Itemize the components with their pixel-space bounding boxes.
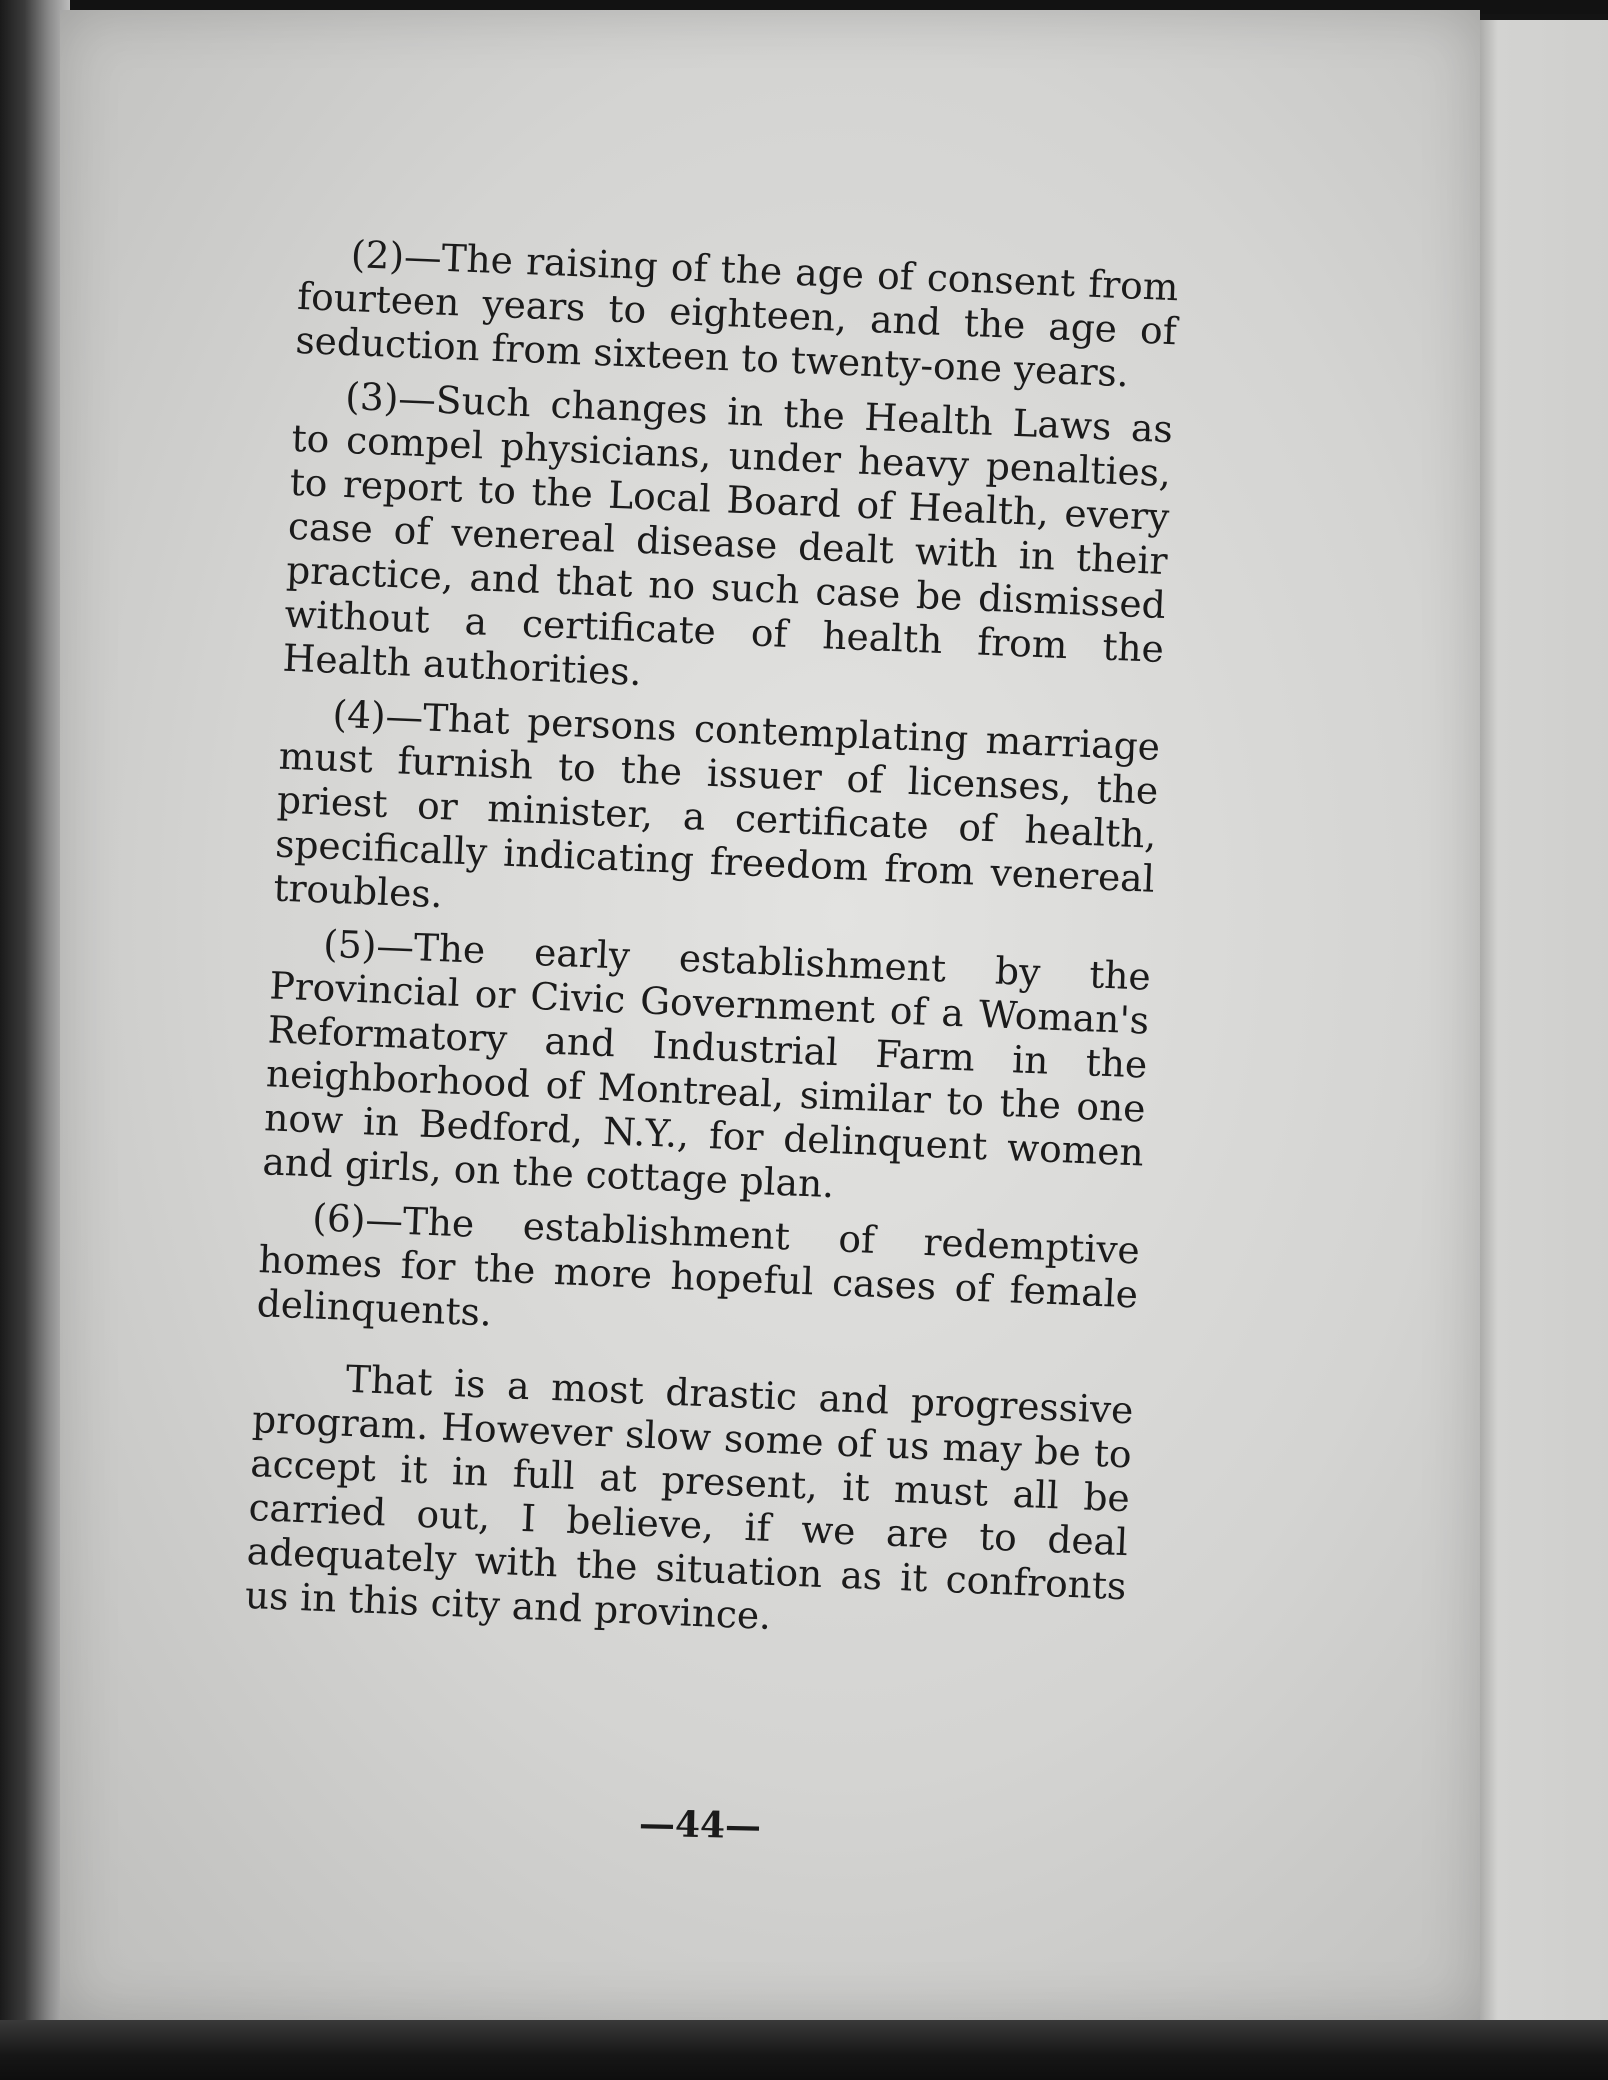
adjacent-page-edge [1470,20,1608,2040]
paragraph-item-6: (6)—The establishment of redemptive homes for the more hopeful cases of female delinquents. [256,1195,1141,1335]
paragraph-item-3: (3)—Such changes in the Health Laws as to compel physicians, under heavy penalties, to report to the Local Board of Health, every case of venereal disease dealt with in their practice, and that no such case be dismissed without a certificate of health from the Health authorities. [281,373,1174,695]
closing-paragraph: That is a most drastic and progressive program. However slow some of us may be to accept it in full at present, it must all be carried out, I believe, if we are to deal adequately with the situation as it confronts us in this city and province. [244,1356,1135,1639]
paragraph-item-4: (4)—That persons contemplating marriage must furnish to the issuer of licenses, the priest or minister, a certificate of health, specifically indicating freedom from venereal troubles. [272,691,1161,917]
page-text [244,230,1179,1662]
scan-bottom-edge [0,2020,1608,2080]
paragraph-item-2: (2)—The raising of the age of consent from fourteen years to eighteen, and the age of seduction from sixteen to twenty-one years. [294,232,1180,396]
paragraph-item-5: (5)—The early establishment by the Provincial or Civic Government of a Woman's Reformatory and Industrial Farm in the neighborhood of Montreal, similar to the one now in Bedford, N.Y., for delinquent women and girls, on the cottage plan. [261,921,1152,1207]
page-number: —44— [638,1802,762,1848]
